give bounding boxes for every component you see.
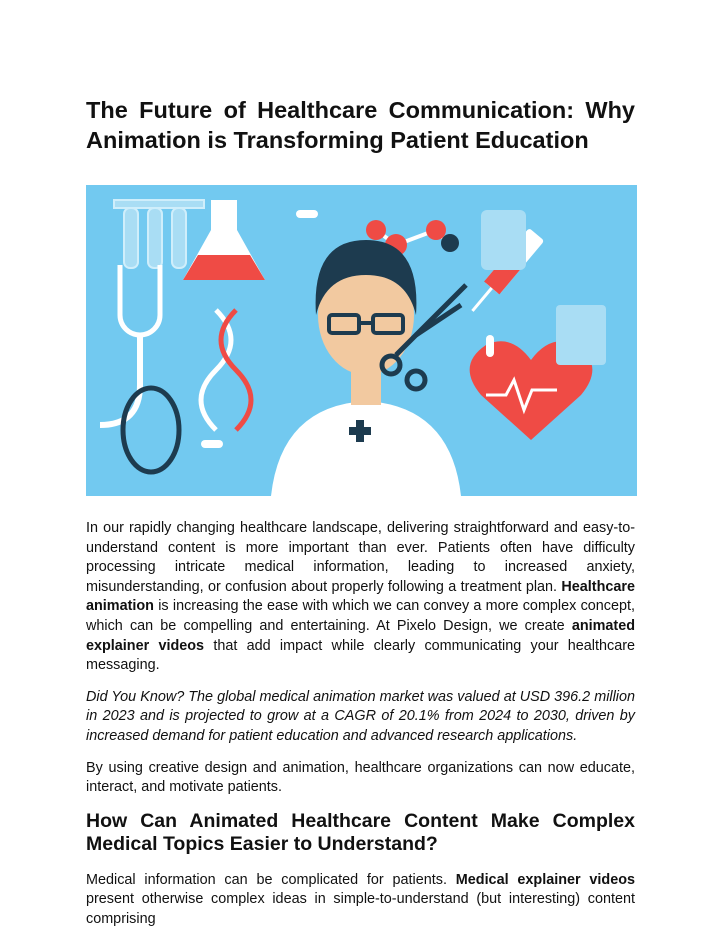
bold-healthcare-animation: Healthcare animation xyxy=(86,578,635,615)
body-paragraph-3 xyxy=(86,871,635,930)
did-you-know-paragraph: Did You Know? The global medical animation market was valued at USD 396.2 million in 2023 and is projected to grow at a CAGR of 20.1% from 2024 to 2030, driven by increased demand for patient education and advanced research applications. xyxy=(86,688,635,744)
intro-text: that add impact while clearly communicating your healthcare messaging. xyxy=(86,637,635,674)
paragraph-text: Medical information can be complicated for patients. xyxy=(86,871,456,888)
document-page xyxy=(86,95,635,930)
intro-paragraph xyxy=(86,519,635,676)
intro-text: is increasing the ease with which we can convey a more complex concept, which can be compelling and entertaining. At Pixelo Design, we create xyxy=(86,598,635,634)
body-paragraph: By using creative design and animation, healthcare organizations can now educate, interact, and motivate patients. xyxy=(86,759,635,796)
bold-animated-explainer-videos: animated explainer videos xyxy=(86,617,635,654)
paragraph-text: present otherwise complex ideas in simple-to-understand (but interesting) content comprising xyxy=(86,891,635,927)
bold-medical-explainer-videos: Medical explainer videos xyxy=(455,871,636,888)
intro-text: In our rapidly changing healthcare landscape, delivering straightforward and easy-to-understand content is more important than ever. Patients often have difficulty processing intricate medical information, leading to increased anxiety, misunderstanding, or confusion about properly following a treatment plan. xyxy=(86,520,635,595)
section-heading: How Can Animated Healthcare Content Make Complex Medical Topics Easier to Understand? xyxy=(86,809,635,856)
hero-image xyxy=(86,185,637,496)
doctor-medical-illustration-icon xyxy=(86,185,637,496)
page-title: The Future of Healthcare Communication: Why Animation is Transforming Patient Education xyxy=(86,97,635,153)
